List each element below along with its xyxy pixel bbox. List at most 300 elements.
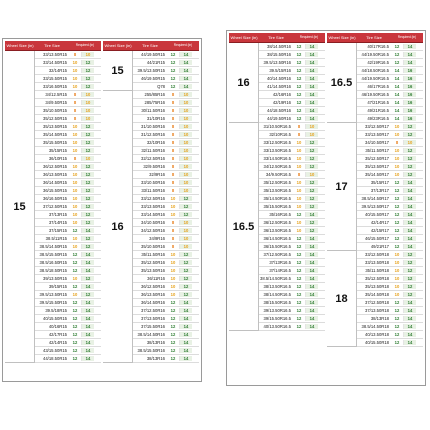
size-chart-sheet-right (226, 30, 426, 386)
table-row (35, 115, 101, 123)
max-width-cell: 14 (305, 84, 318, 89)
min-width-cell: 10 (296, 140, 302, 145)
max-width-cell: 14 (403, 212, 416, 217)
min-width-cell: 8 (73, 92, 77, 97)
table-row (35, 75, 101, 83)
table-row (357, 115, 423, 123)
table-row (357, 59, 423, 67)
max-width-cell: 14 (305, 316, 318, 321)
tire-size-cell: 36/14.50R16.5 (263, 236, 291, 241)
tire-size-cell: 37/13.50R16 (141, 316, 165, 321)
max-width-cell: 14 (81, 348, 94, 353)
header-wheel-size: Wheel Size (in) (230, 35, 258, 40)
max-width-cell: 14 (81, 356, 94, 361)
table-row (133, 131, 199, 139)
table-row (133, 251, 199, 259)
tire-size-cell: 33/10.50R16 (141, 180, 165, 185)
max-width-cell: 10 (179, 132, 192, 137)
table-row (259, 307, 325, 315)
max-width-cell: 14 (179, 300, 192, 305)
min-width-cell: 12 (394, 220, 400, 225)
min-width-cell: 12 (394, 340, 400, 345)
min-width-cell: 10 (72, 84, 78, 89)
min-width-cell: 10 (72, 236, 78, 241)
min-width-cell: 12 (72, 252, 78, 257)
table-row (357, 267, 423, 275)
max-width-cell: 14 (403, 180, 416, 185)
table-row (35, 187, 101, 195)
max-width-cell: 12 (179, 204, 192, 209)
max-width-cell: 14 (403, 196, 416, 201)
table-row (133, 123, 199, 131)
tire-size-cell: 40/13.50R16.5 (263, 324, 291, 329)
tire-size-cell: 36/13.50R15 (43, 172, 67, 177)
max-width-cell: 14 (403, 340, 416, 345)
max-width-cell: 14 (81, 308, 94, 313)
max-width-cell: 10 (403, 140, 416, 145)
min-width-cell: 12 (394, 44, 400, 49)
min-width-cell: 10 (394, 164, 400, 169)
table-row (133, 283, 199, 291)
min-width-cell: 8 (171, 156, 175, 161)
min-width-cell: 14 (394, 76, 400, 81)
max-width-cell: 12 (81, 244, 94, 249)
max-width-cell: 12 (305, 140, 318, 145)
max-width-cell: 12 (81, 84, 94, 89)
max-width-cell: 14 (403, 52, 416, 57)
max-width-cell: 12 (81, 60, 94, 65)
tire-size-cell: 36/11R16 (147, 276, 165, 281)
header-required: Required (in) (75, 42, 95, 47)
max-width-cell: 12 (81, 220, 94, 225)
tire-size-cell: 40/17R16.5 (367, 44, 389, 49)
table-row (259, 291, 325, 299)
tire-size-cell: 38/14.50R16 (267, 44, 291, 49)
table-row (133, 91, 199, 99)
tire-size-cell: 33/13.50R16 (141, 204, 165, 209)
tire-size-cell: 33/12.50R16.5 (263, 140, 291, 145)
min-width-cell: 12 (296, 236, 302, 241)
min-width-cell: 12 (394, 244, 400, 249)
wheel-size-group: 15 (5, 51, 35, 363)
min-width-cell: 8 (297, 124, 301, 129)
table-row (35, 99, 101, 107)
max-width-cell: 14 (305, 292, 318, 297)
min-width-cell: 10 (296, 196, 302, 201)
tire-size-cell: 255/85R16 (144, 92, 165, 97)
tire-size-cell: 35/13.50R16.5 (263, 188, 291, 193)
max-width-cell: 12 (305, 196, 318, 201)
table-row (35, 131, 101, 139)
table-row (259, 299, 325, 307)
min-width-cell: 12 (296, 44, 302, 49)
min-width-cell: 10 (394, 260, 400, 265)
max-width-cell: 14 (81, 260, 94, 265)
max-width-cell: 10 (81, 92, 94, 97)
min-width-cell: 10 (296, 164, 302, 169)
table-row (35, 203, 101, 211)
tire-size-cell: 44/18.50R15 (43, 356, 67, 361)
tire-size-cell: 34/12.50R16 (141, 228, 165, 233)
table-row (259, 195, 325, 203)
min-width-cell: 12 (296, 116, 302, 121)
min-width-cell: 10 (72, 172, 78, 177)
max-width-cell: 14 (305, 284, 318, 289)
tire-size-cell: 35/15R15 (48, 148, 67, 153)
max-width-cell: 16 (403, 116, 416, 121)
max-width-cell: 12 (403, 260, 416, 265)
min-width-cell: 10 (72, 244, 78, 249)
tire-size-cell: 35/15.50R16.5 (263, 204, 291, 209)
min-width-cell: 10 (72, 276, 78, 281)
max-width-cell: 14 (403, 204, 416, 209)
max-width-cell: 12 (179, 276, 192, 281)
max-width-cell: 12 (305, 180, 318, 185)
tire-size-cell: 36/14.50R15 (43, 180, 67, 185)
min-width-cell: 12 (394, 188, 400, 193)
min-width-cell: 14 (394, 92, 400, 97)
table-row (133, 163, 199, 171)
min-width-cell: 10 (72, 188, 78, 193)
min-width-cell: 12 (296, 284, 302, 289)
tire-size-cell: 37/13R16.5 (269, 260, 291, 265)
min-width-cell: 10 (170, 276, 176, 281)
max-width-cell: 10 (179, 164, 192, 169)
table-row (133, 355, 199, 363)
tire-size-cell: 34/9R16 (149, 236, 165, 241)
min-width-cell: 8 (171, 172, 175, 177)
min-width-cell: 10 (170, 284, 176, 289)
wheel-size-group: 16 (103, 91, 133, 363)
table-row (133, 259, 199, 267)
table-row (259, 115, 325, 123)
header-tire-size: Tire Size (44, 43, 60, 48)
min-width-cell: 8 (171, 164, 175, 169)
tire-size-cell: 38.5/15.50R16 (137, 348, 165, 353)
min-width-cell: 10 (296, 188, 302, 193)
header-required: Required (in) (173, 42, 193, 47)
max-width-cell: 12 (81, 188, 94, 193)
table-row (35, 291, 101, 299)
table-row (133, 139, 199, 147)
tire-size-cell: 36/14.50R16 (141, 300, 165, 305)
tire-size-cell: 32/9R16 (149, 172, 165, 177)
table-row (133, 275, 199, 283)
min-width-cell: 12 (170, 76, 176, 81)
tire-size-cell: 35/11.50R17 (365, 148, 389, 153)
max-width-cell: 10 (179, 228, 192, 233)
tire-size-cell: 35/12.50R15 (43, 116, 67, 121)
max-width-cell: 12 (179, 268, 192, 273)
table-row (35, 107, 101, 115)
table-row (35, 299, 101, 307)
tire-size-cell: 33/14.50R15 (43, 60, 67, 65)
min-width-cell: 10 (170, 212, 176, 217)
tire-size-cell: 36/12.50R15 (43, 164, 67, 169)
table-row (259, 235, 325, 243)
tire-size-cell: 32/10R16.5 (269, 132, 291, 137)
min-width-cell: 12 (296, 268, 302, 273)
min-width-cell: 12 (72, 300, 78, 305)
table-row (259, 43, 325, 51)
max-width-cell: 12 (305, 220, 318, 225)
min-width-cell: 10 (394, 148, 400, 153)
max-width-cell: 16 (403, 108, 416, 113)
table-row (259, 267, 325, 275)
table-row (357, 131, 423, 139)
table-row (133, 59, 199, 67)
min-width-cell: 14 (394, 68, 400, 73)
max-width-cell: 14 (305, 244, 318, 249)
table-row (35, 259, 101, 267)
min-width-cell: 10 (394, 132, 400, 137)
table-row (357, 259, 423, 267)
tire-size-cell: 31/10.50R16 (141, 124, 165, 129)
table-row (357, 51, 423, 59)
tire-size-cell: 42/19R16 (272, 100, 291, 105)
tire-size-cell: 35/10.50R16 (141, 244, 165, 249)
min-width-cell: 12 (170, 324, 176, 329)
min-width-cell: 12 (296, 300, 302, 305)
wheel-size-group: 18 (327, 251, 357, 347)
tire-size-cell: 37/13R15 (48, 212, 67, 217)
tire-size-cell: 39.5/13.50R15 (137, 68, 165, 73)
table-row (35, 139, 101, 147)
tire-size-cell: 39.5/18R15 (45, 308, 67, 313)
max-width-cell: 14 (305, 44, 318, 49)
table-row (35, 227, 101, 235)
max-width-cell: 16 (403, 68, 416, 73)
table-header (103, 41, 199, 51)
table-row (133, 83, 199, 91)
max-width-cell: 12 (403, 148, 416, 153)
max-width-cell: 14 (403, 188, 416, 193)
max-width-cell: 14 (81, 284, 94, 289)
table-row (35, 315, 101, 323)
table-row (133, 307, 199, 315)
min-width-cell: 10 (72, 124, 78, 129)
tire-size-cell: 49/21R16.5 (367, 108, 389, 113)
max-width-cell: 14 (403, 228, 416, 233)
max-width-cell: 12 (403, 164, 416, 169)
max-width-cell: 14 (179, 68, 192, 73)
max-width-cell: 10 (305, 172, 318, 177)
table-row (259, 91, 325, 99)
min-width-cell: 12 (296, 212, 302, 217)
table-row (133, 291, 199, 299)
min-width-cell: 12 (394, 308, 400, 313)
max-width-cell: 12 (403, 172, 416, 177)
table-row (259, 203, 325, 211)
max-width-cell: 12 (403, 132, 416, 137)
max-width-cell: 14 (179, 76, 192, 81)
tire-size-cell: 37/15.50R16 (141, 324, 165, 329)
table-row (259, 107, 325, 115)
table-row (357, 211, 423, 219)
max-width-cell: 14 (305, 108, 318, 113)
tire-size-cell: 38.5/11R15 (45, 236, 67, 241)
min-width-cell: 12 (296, 52, 302, 57)
max-width-cell: 12 (81, 236, 94, 241)
max-width-cell: 10 (305, 132, 318, 137)
min-width-cell: 12 (296, 84, 302, 89)
tire-size-cell: 46/19.50R15 (141, 76, 165, 81)
tire-size-cell: 33/12.50R18 (365, 252, 389, 257)
tire-size-cell: 35/14.50R15 (43, 132, 67, 137)
table-row (133, 315, 199, 323)
tire-size-cell: 42/19R16.5 (367, 60, 389, 65)
max-width-cell: 12 (179, 212, 192, 217)
tire-size-cell: 39/13.50R16.5 (263, 308, 291, 313)
table-row (35, 67, 101, 75)
max-width-cell: 10 (179, 92, 192, 97)
max-width-cell: 14 (305, 68, 318, 73)
max-width-cell: 14 (305, 212, 318, 217)
min-width-cell: 12 (72, 356, 78, 361)
max-width-cell: 14 (179, 340, 192, 345)
max-width-cell: 12 (403, 292, 416, 297)
min-width-cell: 8 (171, 100, 175, 105)
min-width-cell: 12 (170, 300, 176, 305)
tire-size-cell: 34/9.50R15 (45, 100, 67, 105)
header-wheel-size: Wheel Size (in) (328, 35, 356, 40)
table-row (259, 51, 325, 59)
tire-size-cell: 32/12.50R16 (141, 156, 165, 161)
table-row (35, 347, 101, 355)
table-header (5, 41, 101, 51)
min-width-cell: 14 (394, 116, 400, 121)
max-width-cell: 12 (81, 196, 94, 201)
tire-size-cell: 46/15.50R17 (365, 236, 389, 241)
min-width-cell: 12 (296, 60, 302, 65)
tire-size-cell: 35/13.50R18 (365, 284, 389, 289)
tire-size-cell: 38.5/14.50R16.5 (260, 276, 291, 281)
min-width-cell: 12 (394, 236, 400, 241)
table-header (229, 33, 325, 43)
max-width-cell: 16 (403, 76, 416, 81)
min-width-cell: 12 (296, 292, 302, 297)
table-row (35, 163, 101, 171)
min-width-cell: 8 (73, 116, 77, 121)
table-row (357, 283, 423, 291)
tire-size-cell: 39.5/13.50R15 (39, 292, 67, 297)
tire-size-cell: 34/10.50R17 (365, 140, 389, 145)
wheel-size-group: 15 (103, 51, 133, 91)
table-row (259, 283, 325, 291)
min-width-cell: 10 (170, 204, 176, 209)
table-row (259, 163, 325, 171)
table-row (35, 211, 101, 219)
tire-size-cell: 38/13.50R16.5 (263, 284, 291, 289)
max-width-cell: 14 (305, 300, 318, 305)
max-width-cell: 10 (305, 124, 318, 129)
header-required: Required (in) (299, 34, 319, 39)
table-row (357, 163, 423, 171)
min-width-cell: 12 (170, 340, 176, 345)
table-row (35, 243, 101, 251)
min-width-cell: 10 (72, 132, 78, 137)
tire-size-cell: 37/12.50R16.5 (263, 252, 291, 257)
tire-size-cell: 44/19.50R16 (267, 116, 291, 121)
table-row (133, 347, 199, 355)
max-width-cell: 14 (179, 324, 192, 329)
min-width-cell: 8 (171, 220, 175, 225)
max-width-cell: 10 (81, 100, 94, 105)
tire-size-cell: 49/21R17 (370, 244, 389, 249)
table-row (35, 275, 101, 283)
max-width-cell: 14 (403, 44, 416, 49)
table-row (133, 195, 199, 203)
tire-size-cell: 34/9.50R16.5 (265, 172, 291, 177)
max-width-cell: 14 (179, 348, 192, 353)
tire-size-cell: 35/14.50R18 (365, 292, 389, 297)
table-row (35, 155, 101, 163)
tire-size-cell: 33/14.50R16 (141, 212, 165, 217)
min-width-cell: 12 (296, 108, 302, 113)
table-row (133, 339, 199, 347)
min-width-cell: 10 (72, 140, 78, 145)
min-width-cell: 10 (296, 228, 302, 233)
max-width-cell: 12 (305, 228, 318, 233)
max-width-cell: 14 (179, 60, 192, 65)
table-row (133, 227, 199, 235)
min-width-cell: 10 (72, 148, 78, 153)
tire-size-cell: 37/14R16.5 (269, 268, 291, 273)
min-width-cell: 8 (171, 116, 175, 121)
tire-size-cell: 35/12.50R18 (365, 276, 389, 281)
max-width-cell: 14 (305, 100, 318, 105)
min-width-cell: 10 (72, 212, 78, 217)
table-row (35, 331, 101, 339)
tire-size-cell: 38/13R18 (370, 316, 389, 321)
tire-size-cell: 34/12.50R16.5 (263, 164, 291, 169)
tire-size-cell: 38.5/15.50R15 (39, 252, 67, 257)
min-width-cell: 12 (394, 180, 400, 185)
table-row (357, 83, 423, 91)
min-width-cell: 10 (394, 268, 400, 273)
min-width-cell: 10 (394, 292, 400, 297)
tire-size-cell: 37/13R17 (370, 188, 389, 193)
table-row (35, 147, 101, 155)
table-row (259, 187, 325, 195)
min-width-cell: 10 (170, 196, 176, 201)
tire-size-cell: 44/19.50R16.5 (361, 76, 389, 81)
min-width-cell: 10 (394, 252, 400, 257)
max-width-cell: 10 (179, 100, 192, 105)
tire-size-cell: 40/15.50R17 (365, 212, 389, 217)
tire-size-cell: 46/17R16.5 (367, 84, 389, 89)
max-width-cell: 12 (81, 140, 94, 145)
table-row (259, 259, 325, 267)
tire-size-cell: 31/10.50R16.5 (263, 124, 291, 129)
table-row (357, 243, 423, 251)
table-row (357, 219, 423, 227)
min-width-cell: 8 (171, 188, 175, 193)
min-width-cell: 12 (72, 340, 78, 345)
max-width-cell: 12 (179, 252, 192, 257)
tire-size-cell: 285/75R16 (144, 100, 165, 105)
max-width-cell: 14 (81, 340, 94, 345)
tire-size-cell: 42/14R15 (48, 340, 67, 345)
table-row (357, 107, 423, 115)
max-width-cell: 12 (403, 156, 416, 161)
tire-size-cell: 44/18.50R16.5 (361, 68, 389, 73)
table-row (357, 91, 423, 99)
max-width-cell: 14 (179, 356, 192, 361)
min-width-cell: 14 (394, 84, 400, 89)
table-row (35, 339, 101, 347)
max-width-cell: 12 (403, 252, 416, 257)
